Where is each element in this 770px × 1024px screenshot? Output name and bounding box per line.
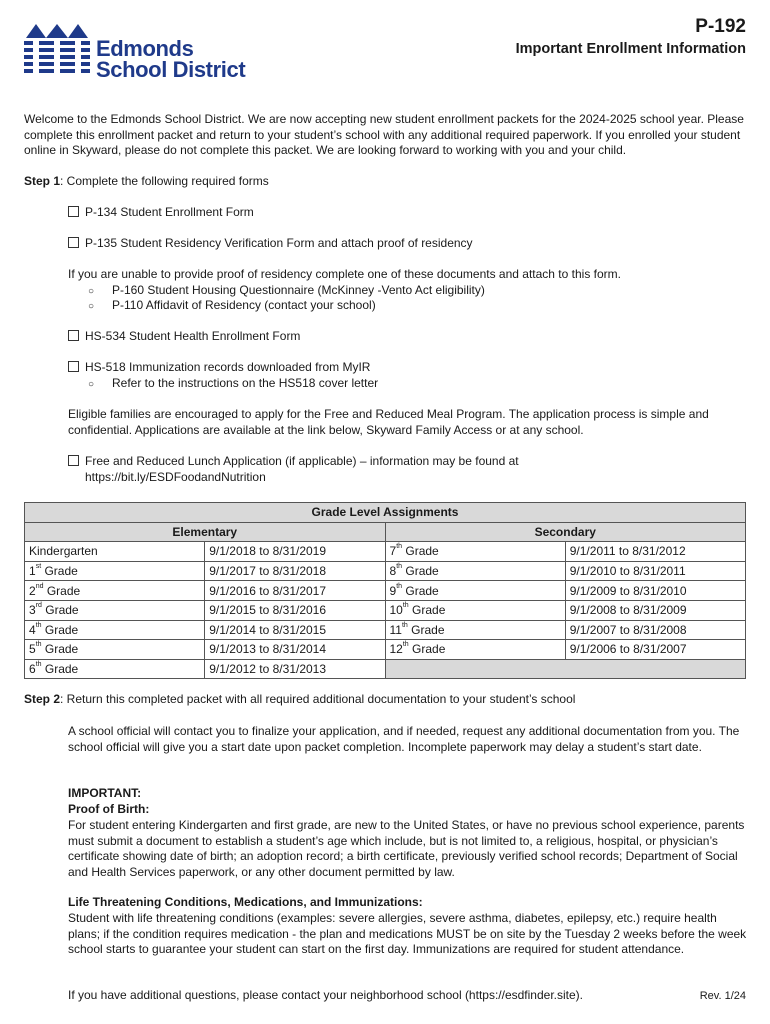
meal-link[interactable]: https://bit.ly/ESDFoodandNutrition <box>85 469 266 484</box>
elementary-date-range-cell: 9/1/2013 to 8/31/2014 <box>205 640 385 660</box>
checklist-item-hs518: HS-518 Immunization records downloaded from MyIR <box>68 360 748 376</box>
checklist-item-p135: P-135 Student Residency Verification Form and attach proof of residency <box>68 236 748 252</box>
elementary-date-range-cell: 9/1/2018 to 8/31/2019 <box>205 542 385 562</box>
residency-option-p160: ○ P-160 Student Housing Questionnaire (McKinney -Vento Act eligibility) <box>68 283 768 300</box>
official-contact-paragraph: A school official will contact you to finalize your application, and if needed, request any additional documentation from you. The school official will give you a start date upon packet completion. Incomplete paperwork may delay a student’s start date. <box>68 724 740 754</box>
secondary-grade-cell: 10th Grade <box>385 600 565 620</box>
elementary-grade-cell: 3rd Grade <box>25 600 205 620</box>
important-label: IMPORTANT: <box>68 786 142 800</box>
checkbox-icon <box>68 237 79 248</box>
checklist-item-hs534: HS-534 Student Health Enrollment Form <box>68 329 748 345</box>
checklist-item-meal-application: Free and Reduced Lunch Application (if applicable) – information may be found at https://bit.ly/ESDFoodandNutrition <box>68 454 748 485</box>
table-row <box>25 620 746 640</box>
elementary-date-range-cell: 9/1/2014 to 8/31/2015 <box>205 620 385 640</box>
district-logo <box>24 24 254 80</box>
secondary-date-range-cell: 9/1/2007 to 8/31/2008 <box>565 620 745 640</box>
secondary-grade-cell: 9th Grade <box>385 581 565 601</box>
residency-option-p110: ○ P-110 Affidavit of Residency (contact your school) <box>68 298 768 315</box>
secondary-grade-cell: 12th Grade <box>385 640 565 660</box>
secondary-date-range-cell: 9/1/2006 to 8/31/2007 <box>565 640 745 660</box>
life-threatening-text: Student with life threatening conditions (examples: severe allergies, severe asthma, diabetes, epilepsy, etc.) require health plans; if the condition requires medication - the plan and medications MUST be on site by the Tuesday 2 weeks before the week school starts to guarantee your student can start on the first day. Immunizations are required for student attendance. <box>68 911 747 956</box>
elementary-header: Elementary <box>25 522 386 542</box>
secondary-grade-cell: 7th Grade <box>385 542 565 562</box>
checkbox-icon <box>68 206 79 217</box>
empty-cell <box>385 659 746 679</box>
form-number: P-192 <box>695 16 746 37</box>
secondary-date-range-cell: 9/1/2009 to 8/31/2010 <box>565 581 745 601</box>
elementary-grade-cell: 1st Grade <box>25 561 205 581</box>
elementary-date-range-cell: 9/1/2012 to 8/31/2013 <box>205 659 385 679</box>
secondary-grade-cell: 8th Grade <box>385 561 565 581</box>
hs518-note: ○ Refer to the instructions on the HS518 cover letter <box>68 376 768 393</box>
table-title: Grade Level Assignments <box>25 503 746 523</box>
proof-of-birth-text: For student entering Kindergarten and first grade, are new to the United States, or have no previous school experience, parents must submit a document to establish a student’s age which include, but is not limited to, a religious, hospital, or physician’s certificate showing date of birth; an adoption record; a birth certificate, previously verified school records; Department of Social and Health Services paperwork, or any other document permitted by law. <box>68 818 745 879</box>
checkbox-icon <box>68 361 79 372</box>
elementary-grade-cell: Kindergarten <box>25 542 205 562</box>
elementary-date-range-cell: 9/1/2015 to 8/31/2016 <box>205 600 385 620</box>
meal-program-paragraph: Eligible families are encouraged to apply for the Free and Reduced Meal Program. The application process is simple and confidential. Applications are available at the link below, Skyward Family Access or at any school. <box>68 407 709 437</box>
district-name: Edmonds School District <box>96 36 246 82</box>
district-logo-icon <box>24 24 90 76</box>
table-row <box>25 542 746 562</box>
checkbox-icon <box>68 455 79 466</box>
elementary-grade-cell: 4th Grade <box>25 620 205 640</box>
elementary-date-range-cell: 9/1/2017 to 8/31/2018 <box>205 561 385 581</box>
elementary-grade-cell: 5th Grade <box>25 640 205 660</box>
secondary-grade-cell: 11th Grade <box>385 620 565 640</box>
checkbox-icon <box>68 330 79 341</box>
life-threatening-label: Life Threatening Conditions, Medications, and Immunizations: <box>68 895 423 909</box>
step1-heading: Step 1: Complete the following required forms <box>24 174 269 188</box>
table-row <box>25 659 746 679</box>
checklist-item-p134: P-134 Student Enrollment Form <box>68 205 748 221</box>
step2-heading: Step 2: Return this completed packet with all required additional documentation to your student’s school <box>24 692 576 706</box>
secondary-date-range-cell: 9/1/2011 to 8/31/2012 <box>565 542 745 562</box>
elementary-grade-cell: 6th Grade <box>25 659 205 679</box>
grade-level-table <box>24 502 746 679</box>
elementary-grade-cell: 2nd Grade <box>25 581 205 601</box>
secondary-header: Secondary <box>385 522 746 542</box>
revision-label: Rev. 1/24 <box>699 990 746 1002</box>
proof-of-birth-label: Proof of Birth: <box>68 802 150 816</box>
table-row <box>25 561 746 581</box>
elementary-date-range-cell: 9/1/2016 to 8/31/2017 <box>205 581 385 601</box>
residency-note: If you are unable to provide proof of residency complete one of these documents and attach to this form. <box>68 267 621 281</box>
table-row <box>25 600 746 620</box>
intro-paragraph: Welcome to the Edmonds School District. We are now accepting new student enrollment packets for the 2024-2025 school year. Please complete this enrollment packet and return to your student’s school with any additional required paperwork. If you enrolled your student online in Skyward, please do not complete this packet. We are looking forward to working with you and your child. <box>24 112 744 157</box>
table-row <box>25 640 746 660</box>
secondary-date-range-cell: 9/1/2008 to 8/31/2009 <box>565 600 745 620</box>
form-title: Important Enrollment Information <box>515 41 746 57</box>
table-row <box>25 581 746 601</box>
contact-paragraph: If you have additional questions, please contact your neighborhood school (https://esdfinder.site). <box>68 988 583 1002</box>
secondary-date-range-cell: 9/1/2010 to 8/31/2011 <box>565 561 745 581</box>
